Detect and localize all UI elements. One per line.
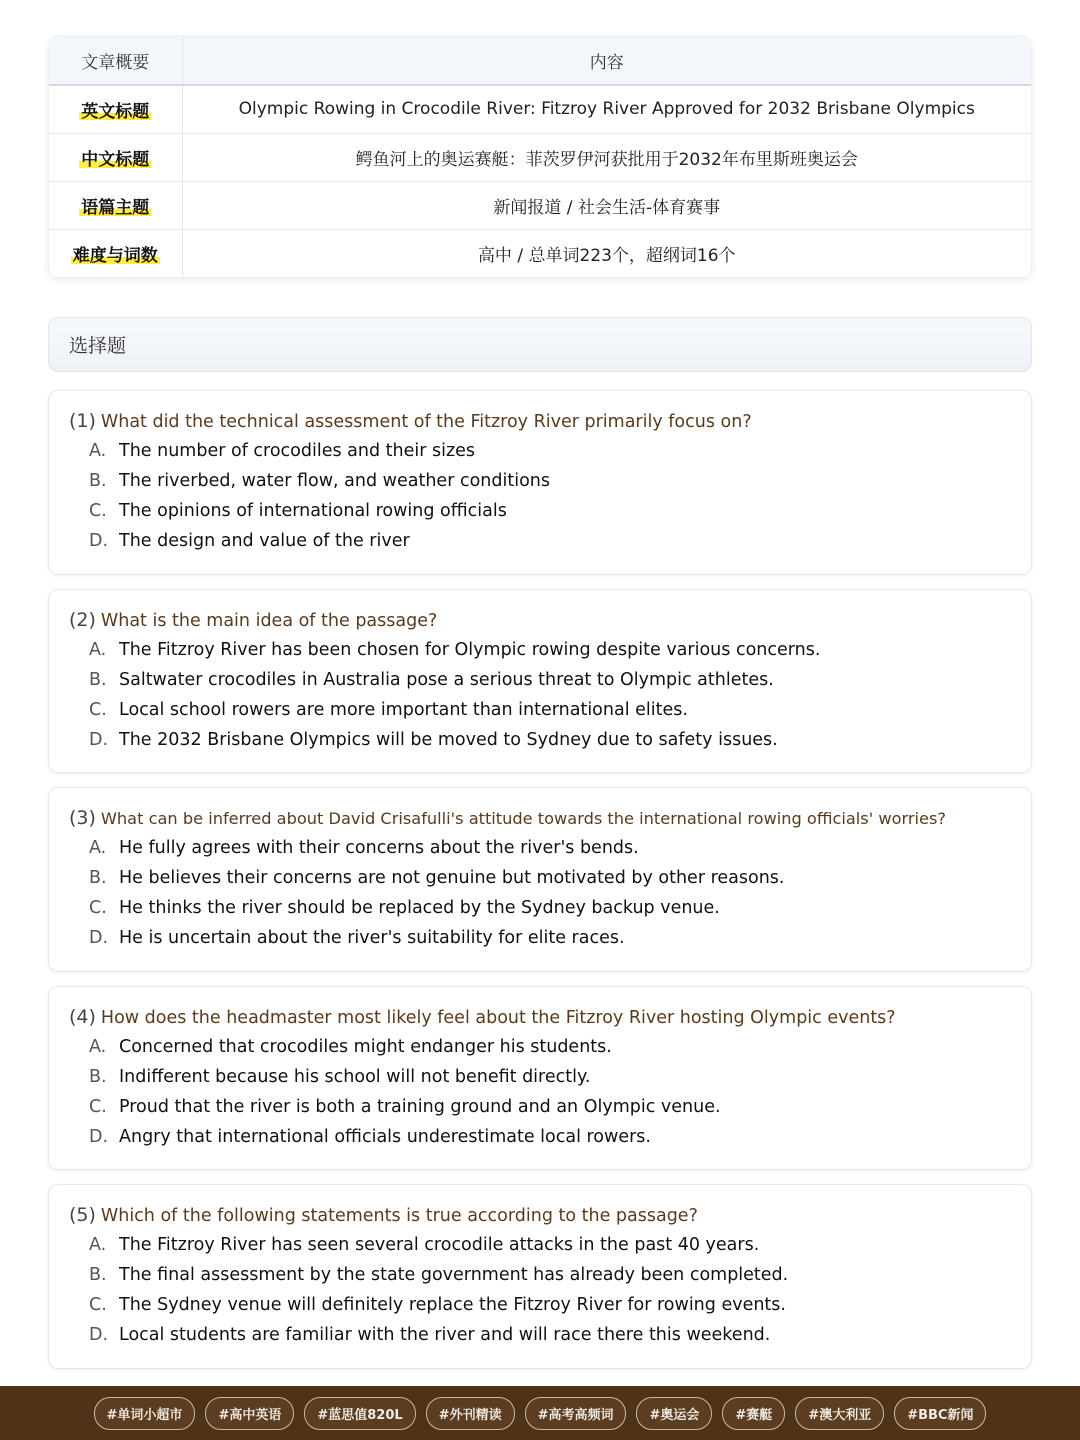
option-letter: C. (89, 1295, 107, 1315)
option-letter: C. (89, 898, 107, 918)
summary-header-row (49, 37, 1031, 85)
option-text: The 2032 Brisbane Olympics will be moved to Sydney due to safety issues. (119, 730, 778, 750)
option-text: The Fitzroy River has been chosen for Olympic rowing despite various concerns. (119, 640, 821, 660)
option-letter: A. (89, 1037, 107, 1057)
option-b[interactable] (69, 466, 1011, 496)
question-card (48, 787, 1032, 972)
option-letter: D. (89, 1325, 109, 1345)
option-d[interactable] (69, 1122, 1011, 1152)
summary-header-label: 文章概要 (49, 37, 182, 85)
option-letter: B. (89, 1067, 107, 1087)
hashtag-chip[interactable]: #澳大利亚 (795, 1397, 884, 1430)
option-letter: B. (89, 868, 107, 888)
option-text: He is uncertain about the river's suitability for elite races. (119, 928, 625, 948)
option-text: The Sydney venue will definitely replace the Fitzroy River for rowing events. (119, 1295, 786, 1315)
summary-value: 鳄鱼河上的奥运赛艇：菲茨罗伊河获批用于2032年布里斯班奥运会 (182, 133, 1031, 181)
question-number: (1) (69, 410, 96, 432)
question-text: What is the main idea of the passage? (100, 611, 438, 631)
option-letter: A. (89, 441, 107, 461)
option-letter: D. (89, 730, 109, 750)
option-d[interactable] (69, 1320, 1011, 1350)
option-b[interactable] (69, 1260, 1011, 1290)
option-b[interactable] (69, 863, 1011, 893)
question-card (48, 589, 1032, 773)
question-card (48, 1184, 1032, 1369)
hashtag-chip[interactable]: #赛艇 (722, 1397, 785, 1430)
option-text: The design and value of the river (119, 531, 410, 551)
summary-header-content: 内容 (182, 37, 1031, 85)
hashtag-chip[interactable]: #单词小超市 (94, 1397, 196, 1430)
option-b[interactable] (69, 1062, 1011, 1092)
option-text: The Fitzroy River has seen several crocodile attacks in the past 40 years. (119, 1235, 760, 1255)
option-text: Concerned that crocodiles might endanger his students. (119, 1037, 612, 1057)
option-a[interactable] (69, 635, 1011, 665)
question-number: (5) (69, 1204, 96, 1226)
summary-label: 难度与词数 (72, 245, 158, 266)
hashtag-footer (0, 1386, 1080, 1440)
option-c[interactable] (69, 1092, 1011, 1122)
option-letter: B. (89, 471, 107, 491)
summary-value: 新闻报道 / 社会生活-体育赛事 (182, 181, 1031, 229)
summary-label: 英文标题 (81, 101, 150, 122)
summary-row-topic (49, 181, 1031, 229)
question-number: (2) (69, 609, 96, 631)
option-c[interactable] (69, 695, 1011, 725)
summary-label: 中文标题 (81, 149, 150, 170)
question-title (69, 605, 1011, 635)
hashtag-chip[interactable]: #外刊精读 (426, 1397, 515, 1430)
option-letter: C. (89, 700, 107, 720)
option-b[interactable] (69, 665, 1011, 695)
option-d[interactable] (69, 526, 1011, 556)
question-title (69, 803, 1011, 833)
option-c[interactable] (69, 893, 1011, 923)
option-text: The opinions of international rowing officials (119, 501, 507, 521)
option-text: Indifferent because his school will not benefit directly. (119, 1067, 591, 1087)
summary-row-chinese-title (49, 133, 1031, 181)
hashtag-chip[interactable]: #BBC新闻 (894, 1397, 986, 1430)
summary-value: 高中 / 总单词223个，超纲词16个 (182, 229, 1031, 277)
option-letter: A. (89, 640, 107, 660)
option-text: Saltwater crocodiles in Australia pose a serious threat to Olympic athletes. (119, 670, 774, 690)
question-title (69, 406, 1011, 436)
option-text: Local students are familiar with the river and will race there this weekend. (119, 1325, 771, 1345)
question-title (69, 1002, 1011, 1032)
option-letter: B. (89, 670, 107, 690)
option-text: Local school rowers are more important than international elites. (119, 700, 688, 720)
summary-label: 语篇主题 (81, 197, 150, 218)
question-card (48, 986, 1032, 1170)
hashtag-chip[interactable]: #奥运会 (636, 1397, 712, 1430)
article-summary-table (48, 36, 1032, 278)
option-letter: D. (89, 531, 109, 551)
question-text: What can be inferred about David Crisafulli's attitude towards the international rowing officials' worries? (100, 809, 946, 828)
option-a[interactable] (69, 1230, 1011, 1260)
summary-row-english-title (49, 85, 1031, 133)
question-number: (4) (69, 1006, 96, 1028)
option-letter: A. (89, 1235, 107, 1255)
option-letter: A. (89, 838, 107, 858)
section-title-multiple-choice: 选择题 (48, 317, 1032, 372)
hashtag-chip[interactable]: #高考高频词 (525, 1397, 627, 1430)
option-text: The final assessment by the state government has already been completed. (119, 1265, 789, 1285)
option-text: He fully agrees with their concerns about the river's bends. (119, 838, 639, 858)
option-c[interactable] (69, 496, 1011, 526)
option-letter: B. (89, 1265, 107, 1285)
summary-value: Olympic Rowing in Crocodile River: Fitzroy River Approved for 2032 Brisbane Olympics (182, 85, 1031, 133)
option-text: Proud that the river is both a training ground and an Olympic venue. (119, 1097, 721, 1117)
hashtag-chip[interactable]: #高中英语 (205, 1397, 294, 1430)
hashtag-chip[interactable]: #蓝思值820L (304, 1397, 415, 1430)
option-c[interactable] (69, 1290, 1011, 1320)
option-text: The number of crocodiles and their sizes (119, 441, 476, 461)
option-d[interactable] (69, 923, 1011, 953)
question-card (48, 390, 1032, 575)
question-text: How does the headmaster most likely feel about the Fitzroy River hosting Olympic events? (100, 1008, 896, 1028)
summary-row-difficulty (49, 229, 1031, 277)
question-text: What did the technical assessment of the Fitzroy River primarily focus on? (100, 412, 752, 432)
option-letter: C. (89, 501, 107, 521)
option-a[interactable] (69, 833, 1011, 863)
question-text: Which of the following statements is true according to the passage? (100, 1206, 698, 1226)
question-number: (3) (69, 807, 96, 829)
option-letter: C. (89, 1097, 107, 1117)
option-text: He thinks the river should be replaced by the Sydney backup venue. (119, 898, 720, 918)
option-d[interactable] (69, 725, 1011, 755)
option-a[interactable] (69, 1032, 1011, 1062)
option-text: The riverbed, water flow, and weather conditions (119, 471, 550, 491)
question-title (69, 1200, 1011, 1230)
option-a[interactable] (69, 436, 1011, 466)
option-text: Angry that international officials underestimate local rowers. (119, 1127, 651, 1147)
option-letter: D. (89, 1127, 109, 1147)
option-text: He believes their concerns are not genuine but motivated by other reasons. (119, 868, 785, 888)
option-letter: D. (89, 928, 109, 948)
